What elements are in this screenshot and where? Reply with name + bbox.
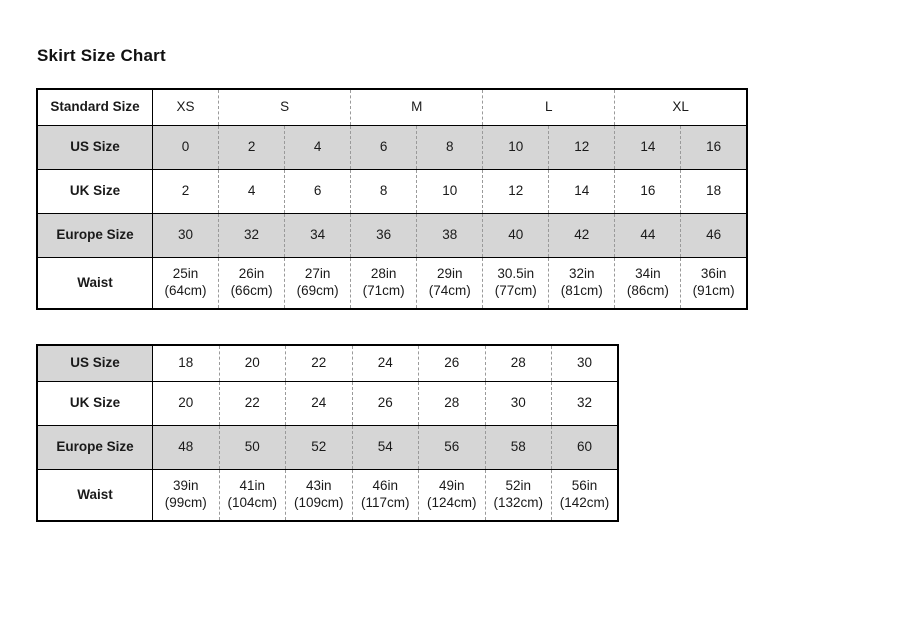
table-cell [153, 381, 220, 425]
cell-line: 25in [172, 266, 199, 282]
table-cell [351, 169, 417, 213]
cell-line: 28in [370, 266, 397, 282]
table-cell [552, 345, 619, 381]
table-cell [153, 125, 219, 169]
table-cell [351, 213, 417, 257]
cell-line: 36in [700, 266, 727, 282]
cell-line: 49in [438, 478, 465, 494]
table-cell [419, 381, 486, 425]
table-cell [483, 89, 615, 125]
row-header-label: US Size [37, 345, 153, 381]
table-cell [552, 381, 619, 425]
cell-line: 32in [569, 266, 595, 282]
cell-line: 24 [377, 355, 393, 371]
table-cell [285, 257, 351, 309]
row-header-label: Waist [37, 469, 153, 521]
cell-line: 26 [377, 394, 393, 410]
cell-line: (109cm) [293, 494, 344, 510]
table-cell [286, 381, 353, 425]
cell-line: M [411, 99, 423, 115]
table-cell [552, 425, 619, 469]
cell-line: 6 [313, 182, 322, 198]
cell-line: 16 [640, 182, 656, 198]
table-cell [417, 125, 483, 169]
cell-line: 12 [574, 138, 590, 154]
table-cell [286, 345, 353, 381]
cell-line: 50 [244, 438, 260, 454]
cell-line: 42 [574, 226, 590, 242]
cell-line: 52 [311, 438, 327, 454]
table-cell [615, 213, 681, 257]
table-row [37, 425, 618, 469]
cell-line: 30 [576, 355, 593, 371]
cell-line: (77cm) [494, 282, 537, 298]
table-cell [352, 381, 419, 425]
cell-line: (124cm) [426, 494, 477, 510]
table-row [37, 125, 747, 169]
cell-line: 56 [444, 438, 460, 454]
cell-line: (99cm) [164, 494, 207, 510]
cell-line: (74cm) [428, 282, 471, 298]
cell-line: 28 [510, 355, 526, 371]
cell-line: 22 [244, 394, 260, 410]
cell-line: 32 [576, 394, 593, 410]
table-cell [351, 257, 417, 309]
cell-line: 30 [178, 226, 194, 242]
table-cell [483, 213, 549, 257]
table-cell [615, 257, 681, 309]
table-cell [286, 469, 353, 521]
table-cell [417, 213, 483, 257]
cell-line: 43in [305, 478, 332, 494]
table-cell [219, 425, 286, 469]
table-row [37, 169, 747, 213]
cell-line: (69cm) [296, 282, 339, 298]
cell-line: 38 [442, 226, 458, 242]
table-cell [681, 213, 747, 257]
row-header-label: Standard Size [37, 89, 153, 125]
cell-line: XL [672, 99, 689, 115]
row-header-label: UK Size [37, 169, 153, 213]
cell-line: 54 [377, 438, 393, 454]
cell-line: XS [176, 99, 195, 115]
primary-size-table-body [37, 89, 747, 309]
cell-line: 10 [442, 182, 458, 198]
cell-line: 0 [181, 138, 190, 154]
cell-line: (104cm) [227, 494, 277, 510]
cell-line: 6 [379, 138, 388, 154]
cell-line: 39in [172, 478, 199, 494]
table-cell [417, 257, 483, 309]
cell-line: (142cm) [559, 494, 610, 510]
table-cell [352, 469, 419, 521]
table-row [37, 257, 747, 309]
cell-line: 4 [247, 182, 256, 198]
table-cell [681, 169, 747, 213]
cell-line: 32 [244, 226, 260, 242]
table-cell [549, 213, 615, 257]
table-cell [219, 469, 286, 521]
table-cell [681, 125, 747, 169]
table-cell [485, 345, 552, 381]
table-cell [615, 89, 747, 125]
cell-line: S [280, 99, 290, 115]
cell-line: 12 [508, 182, 524, 198]
cell-line: 24 [311, 394, 327, 410]
cell-line: L [545, 99, 553, 115]
table-cell [485, 469, 552, 521]
cell-line: 16 [706, 138, 722, 154]
cell-line: 29in [436, 266, 463, 282]
table-cell [417, 169, 483, 213]
plus-size-table-body [37, 345, 618, 521]
row-header-label: UK Size [37, 381, 153, 425]
cell-line: 18 [178, 355, 194, 371]
table-cell [549, 169, 615, 213]
cell-line: 40 [508, 226, 524, 242]
table-cell [615, 125, 681, 169]
table-cell [153, 469, 220, 521]
table-cell [549, 257, 615, 309]
table-cell [552, 469, 619, 521]
table-cell [351, 125, 417, 169]
table-cell [419, 345, 486, 381]
cell-line: 2 [247, 138, 256, 154]
table-cell [219, 257, 285, 309]
cell-line: (66cm) [230, 282, 273, 298]
cell-line: 41in [239, 478, 266, 494]
table-cell [219, 345, 286, 381]
cell-line: (81cm) [560, 282, 603, 298]
plus-size-table [36, 344, 619, 522]
table-cell [153, 425, 220, 469]
table-cell [681, 257, 747, 309]
cell-line: 2 [181, 182, 190, 198]
table-cell [352, 345, 419, 381]
table-cell [153, 257, 219, 309]
table-cell [285, 169, 351, 213]
cell-line: 58 [510, 438, 526, 454]
table-cell [285, 213, 351, 257]
cell-line: 30.5in [497, 266, 535, 282]
cell-line: (117cm) [360, 494, 410, 510]
table-cell [219, 169, 285, 213]
table-row [37, 345, 618, 381]
cell-line: 34 [310, 226, 326, 242]
cell-line: 46 [706, 226, 722, 242]
table-cell [351, 89, 483, 125]
table-cell [219, 125, 285, 169]
cell-line: 22 [311, 355, 327, 371]
table-cell [483, 257, 549, 309]
table-cell [549, 125, 615, 169]
cell-line: (64cm) [164, 282, 207, 298]
cell-line: (71cm) [362, 282, 405, 298]
cell-line: 34in [635, 266, 661, 282]
table-cell [285, 125, 351, 169]
row-header-label: Europe Size [37, 213, 153, 257]
table-cell [153, 169, 219, 213]
cell-line: (132cm) [493, 494, 543, 510]
cell-line: 36 [376, 226, 392, 242]
table-cell [286, 425, 353, 469]
cell-line: 27in [304, 266, 331, 282]
table-cell [615, 169, 681, 213]
table-cell [419, 425, 486, 469]
cell-line: (86cm) [626, 282, 669, 298]
primary-size-table [36, 88, 748, 310]
table-cell [485, 381, 552, 425]
cell-line: 52in [505, 478, 532, 494]
cell-line: 30 [510, 394, 526, 410]
cell-line: 8 [445, 138, 454, 154]
table-cell [352, 425, 419, 469]
cell-line: 46in [372, 478, 399, 494]
table-cell [153, 345, 220, 381]
cell-line: 8 [379, 182, 388, 198]
table-cell [419, 469, 486, 521]
cell-line: 10 [508, 138, 524, 154]
cell-line: 26in [238, 266, 265, 282]
table-cell [483, 125, 549, 169]
cell-line: 44 [640, 226, 656, 242]
cell-line: 28 [444, 394, 460, 410]
cell-line: 48 [178, 438, 194, 454]
row-header-label: Waist [37, 257, 153, 309]
table-row [37, 469, 618, 521]
table-row [37, 381, 618, 425]
table-row [37, 89, 747, 125]
cell-line: 18 [706, 182, 722, 198]
cell-line: 60 [576, 438, 593, 454]
row-header-label: US Size [37, 125, 153, 169]
cell-line: 20 [178, 394, 194, 410]
cell-line: 26 [444, 355, 460, 371]
table-cell [219, 213, 285, 257]
table-cell [483, 169, 549, 213]
table-cell [153, 213, 219, 257]
cell-line: 4 [313, 138, 322, 154]
table-cell [153, 89, 219, 125]
cell-line: 14 [640, 138, 656, 154]
cell-line: 14 [574, 182, 590, 198]
page-title: Skirt Size Chart [37, 46, 166, 65]
table-row [37, 213, 747, 257]
table-cell [485, 425, 552, 469]
table-cell [219, 89, 351, 125]
cell-line: 20 [244, 355, 260, 371]
cell-line: 56in [571, 478, 598, 494]
table-cell [219, 381, 286, 425]
row-header-label: Europe Size [37, 425, 153, 469]
cell-line: (91cm) [692, 282, 735, 298]
